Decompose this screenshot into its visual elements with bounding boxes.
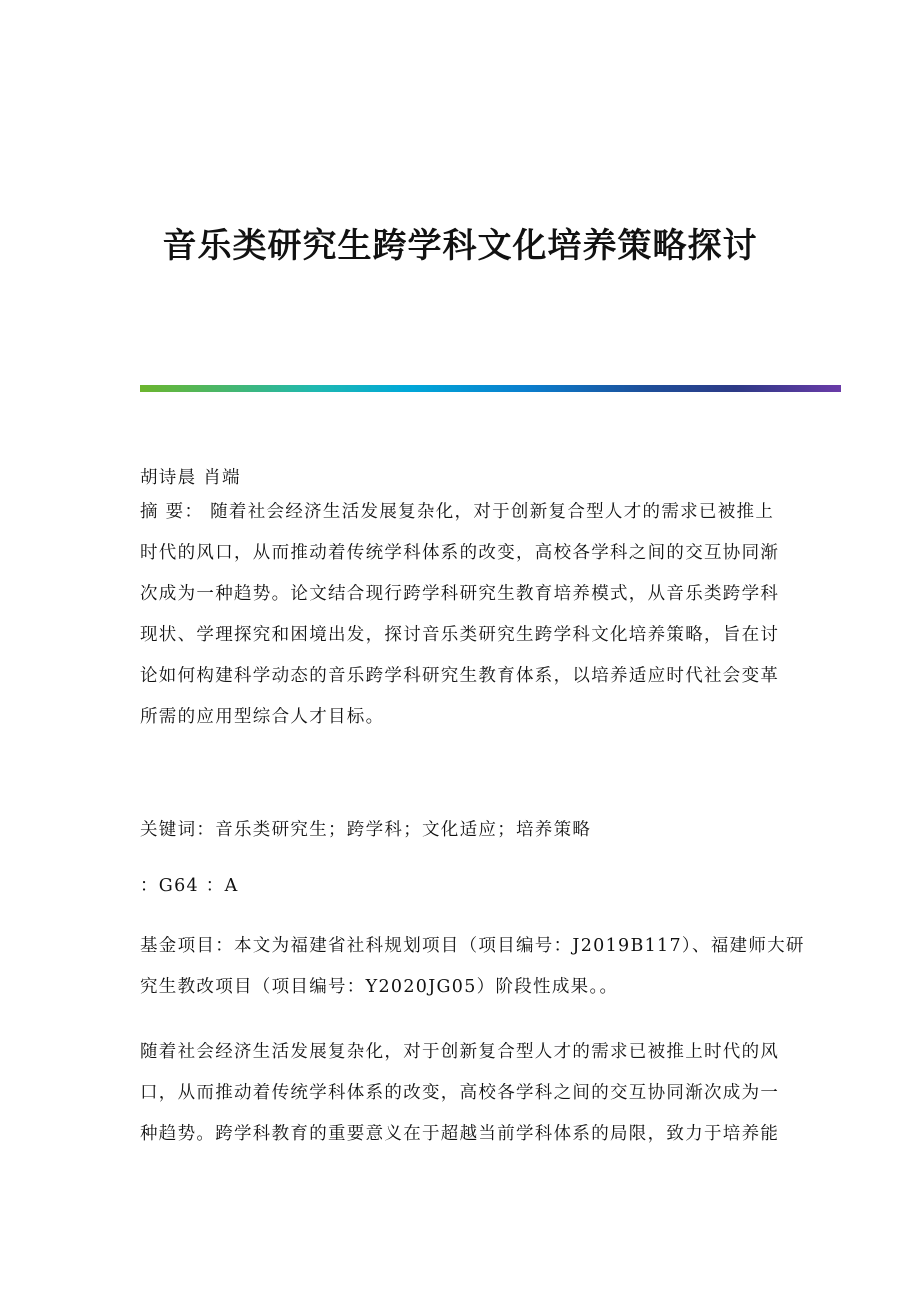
body-line: 口，从而推动着传统学科体系的改变，高校各学科之间的交互协同渐次成为一 [140, 1083, 780, 1103]
abstract-line: 时代的风口，从而推动着传统学科体系的改变，高校各学科之间的交互协同渐 [140, 543, 780, 563]
abstract-line: 所需的应用型综合人才目标。 [140, 707, 385, 727]
keywords: 关键词：音乐类研究生；跨学科；文化适应；培养策略 [140, 820, 592, 840]
abstract-line: 论如何构建科学动态的音乐跨学科研究生教育体系，以培养适应时代社会变革 [140, 666, 780, 686]
gradient-divider [140, 385, 841, 392]
fund-line: 究生教改项目（项目编号：Y2020JG05）阶段性成果。。 [140, 977, 619, 997]
document-title: 音乐类研究生跨学科文化培养策略探讨 [162, 226, 758, 266]
abstract [140, 492, 779, 738]
fund-line: 基金项目：本文为福建省社科规划项目（项目编号：J2019B117）、福建师大研 [140, 936, 805, 956]
abstract-line: 次成为一种趋势。论文结合现行跨学科研究生教育培养模式，从音乐类跨学科 [140, 584, 780, 604]
authors: 胡诗晨 肖端 [140, 468, 241, 488]
body-line: 种趋势。跨学科教育的重要意义在于超越当前学科体系的局限，致力于培养能 [140, 1124, 780, 1144]
body-paragraph [140, 1032, 779, 1155]
abstract-line: 现状、学理探究和困境出发，探讨音乐类研究生跨学科文化培养策略，旨在讨 [140, 625, 780, 645]
classification: ：G64 ：A [140, 876, 239, 896]
abstract-line: 摘 要： 随着社会经济生活发展复杂化，对于创新复合型人才的需求已被推上 [140, 502, 775, 522]
body-line: 随着社会经济生活发展复杂化，对于创新复合型人才的需求已被推上时代的风 [140, 1042, 780, 1062]
fund-info [140, 926, 805, 1008]
